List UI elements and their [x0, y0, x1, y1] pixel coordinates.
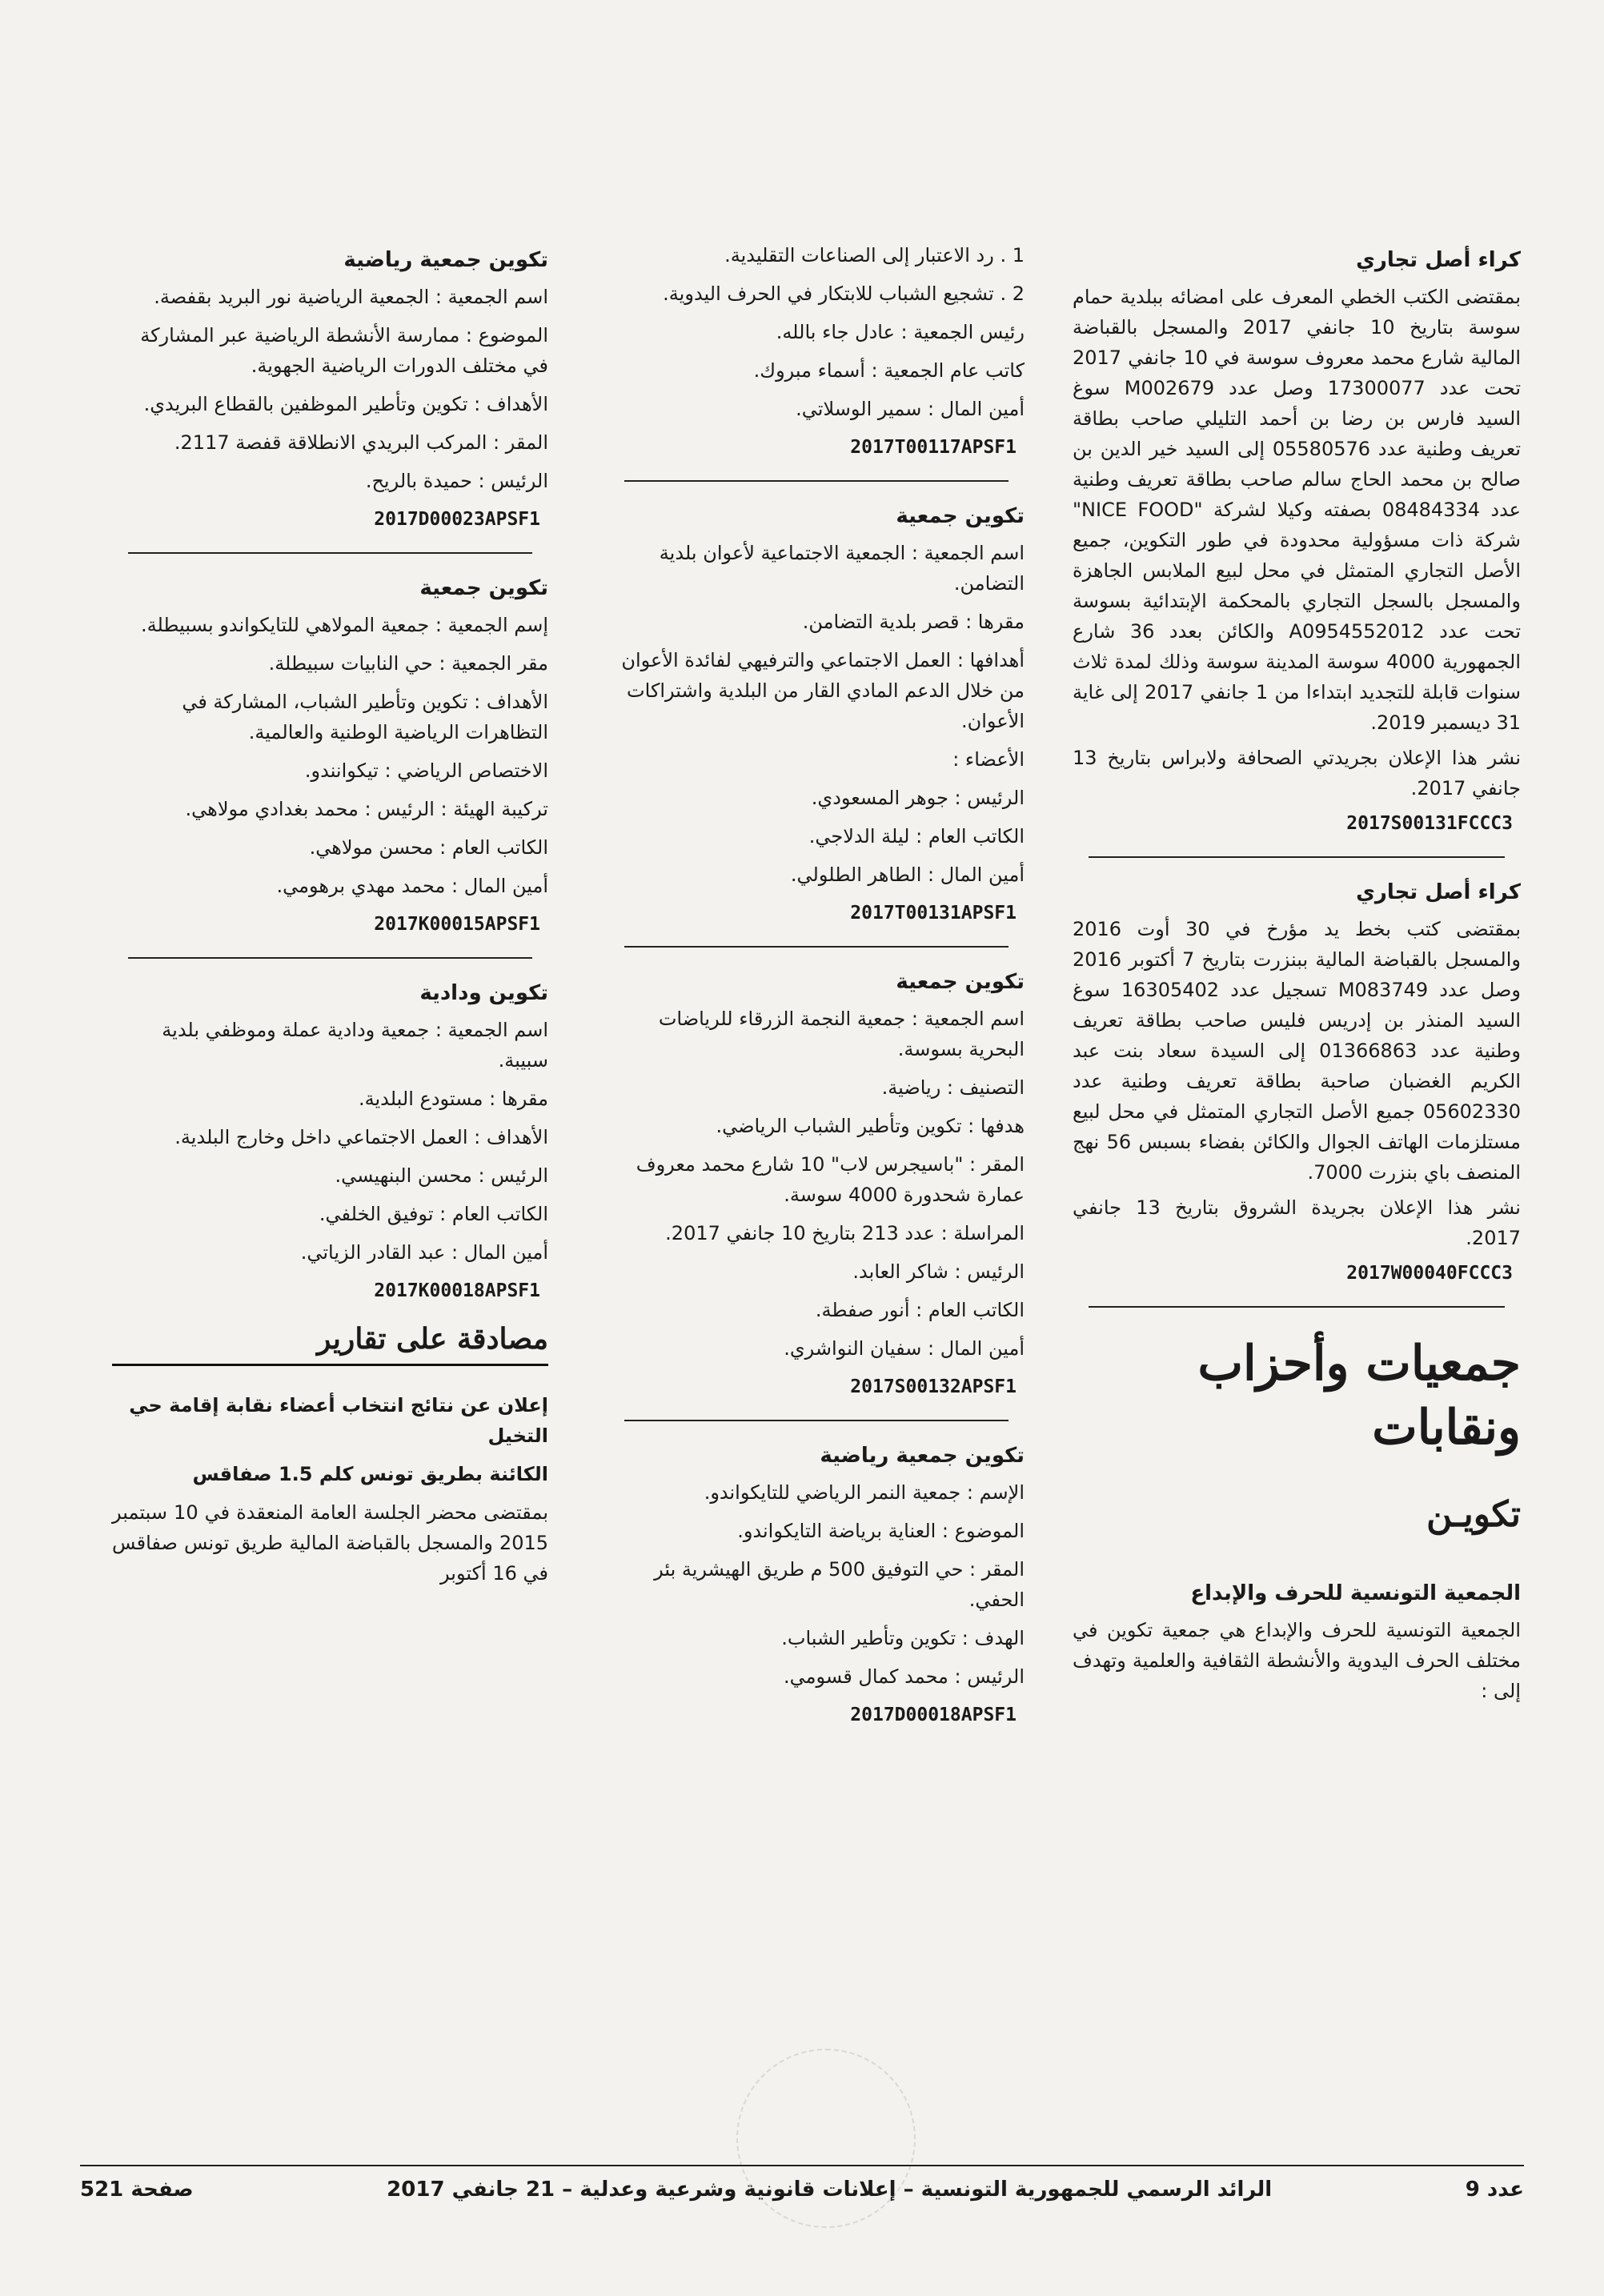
- divider: [624, 480, 1009, 482]
- post-sports-title: تكوين جمعية رياضية: [343, 248, 548, 272]
- friendly-goals: الأهداف : العمل الاجتماعي داخل وخارج البلدية.: [174, 1126, 548, 1148]
- friendly-president: الرئيس : محسن البنهيسي.: [335, 1164, 548, 1187]
- lease-1-title: كراء أصل تجاري: [1356, 248, 1521, 272]
- page-footer: [80, 2165, 1524, 2202]
- lease-2-code: 2017W00040FCCC3: [1346, 1263, 1513, 1284]
- social-name: اسم الجمعية : الجمعية الاجتماعية لأعوان بلدية التضامن.: [659, 542, 1025, 595]
- lease-notice-2: [1073, 877, 1521, 1288]
- nimr-name: الإسم : جمعية النمر الرياضي للتايكواندو.: [704, 1481, 1025, 1504]
- lease-1-notice: نشر هذا الإعلان بجريدتي الصحافة ولابراس بتاريخ 13 جانفي 2017.: [1073, 747, 1521, 799]
- social-goals: أهدافها : العمل الاجتماعي والترفيهي لفائدة الأعوان من خلال الدعم المادي القار من البلدية واشتراكات الأعوان.: [621, 649, 1025, 732]
- social-title: تكوين جمعية: [896, 504, 1025, 528]
- formation-heading: تكويـن: [1426, 1494, 1521, 1535]
- friendly-treasurer: أمين المال : عبد القادر الزياتي.: [300, 1241, 548, 1264]
- najma-hq: المقر : "باسيجرس لاب" 10 شارع محمد معروف عمارة شحدورة 4000 سوسة.: [636, 1153, 1025, 1206]
- mawlahi-treasurer: أمين المال : محمد مهدي برهومي.: [276, 875, 548, 897]
- post-sports-subject: الموضوع : ممارسة الأنشطة الرياضية عبر المشاركة في مختلف الدورات الرياضية الجهوية.: [140, 324, 548, 377]
- social-code: 2017T00131APSF1: [850, 903, 1017, 924]
- najma-class: التصنيف : رياضية.: [881, 1076, 1025, 1099]
- election-body: بمقتضى محضر الجلسة العامة المنعقدة في 10 سبتمبر 2015 والمسجل بالقباضة المالية طريق تونس صفاقس في 16 أكتوبر: [112, 1501, 548, 1585]
- crafts-code: 2017T00117APSF1: [850, 437, 1017, 458]
- section-heading-associations: جمعيات وأحزاب ونقابات: [1197, 1336, 1521, 1456]
- lease-2-title: كراء أصل تجاري: [1356, 880, 1521, 904]
- mawlahi-code: 2017K00015APSF1: [374, 914, 540, 935]
- lease-notice-1: [1073, 245, 1521, 839]
- najma-president: الرئيس : شاكر العابد.: [852, 1260, 1025, 1283]
- nimr-hq: المقر : حي التوفيق 500 م طريق الهيشرية بئر الحفي.: [654, 1558, 1025, 1611]
- divider: [1089, 1306, 1505, 1308]
- social-president: الرئيس : جوهر المسعودي.: [811, 787, 1025, 809]
- election-notice: [112, 1390, 548, 1589]
- reports-heading: مصادقة على تقارير: [112, 1324, 548, 1366]
- crafts-title: الجمعية التونسية للحرف والإبداع: [1190, 1581, 1521, 1605]
- post-sports-president: الرئيس : حميدة بالريح.: [365, 470, 548, 492]
- crafts-goal-1: 1 . رد الاعتبار إلى الصناعات التقليدية.: [724, 244, 1025, 266]
- post-sports-association: [112, 245, 548, 535]
- lease-2-notice: نشر هذا الإعلان بجريدة الشروق بتاريخ 13 جانفي 2017.: [1073, 1196, 1521, 1249]
- social-hq: مقرها : قصر بلدية التضامن.: [802, 611, 1025, 633]
- najma-name: اسم الجمعية : جمعية النجمة الزرقاء للرياضات البحرية بسوسة.: [658, 1008, 1025, 1060]
- najma-goal: هدفها : تكوين وتأطير الشباب الرياضي.: [716, 1115, 1025, 1137]
- nimr-association: [608, 1441, 1025, 1730]
- journal-name: الرائد الرسمي للجمهورية التونسية – إعلانات قانونية وشرعية وعدلية – 21 جانفي 2017: [387, 2178, 1273, 2202]
- crafts-president: رئيس الجمعية : عادل جاء بالله.: [776, 321, 1025, 343]
- nimr-goal: الهدف : تكوين وتأطير الشباب.: [781, 1627, 1025, 1649]
- mawlahi-secretary: الكاتب العام : محسن مولاهي.: [309, 836, 548, 859]
- nimr-code: 2017D00018APSF1: [850, 1705, 1017, 1725]
- election-title: إعلان عن نتائج انتخاب أعضاء نقابة إقامة حي التخيل: [129, 1394, 548, 1447]
- middle-column: [608, 240, 1025, 1748]
- post-sports-hq: المقر : المركب البريدي الانطلاقة قفصة 2117.: [174, 431, 548, 454]
- friendly-association: [112, 978, 548, 1306]
- right-column: [1073, 240, 1521, 1724]
- crafts-continuation: [608, 240, 1025, 463]
- najma-title: تكوين جمعية: [896, 970, 1025, 994]
- divider: [128, 957, 532, 959]
- issue-number: عدد 9: [1465, 2178, 1524, 2202]
- nimr-title: تكوين جمعية رياضية: [820, 1444, 1025, 1468]
- friendly-secretary: الكاتب العام : توفيق الخلفي.: [319, 1203, 548, 1225]
- najma-code: 2017S00132APSF1: [850, 1376, 1017, 1397]
- crafts-association: [1073, 1578, 1521, 1706]
- lease-1-body: بمقتضى الكتب الخطي المعرف على امضائه ببلدية حمام سوسة بتاريخ 10 جانفي 2017 والمسجل بالقباضة المالية شارع محمد معروف سوسة في 10 جانفي 2017 تحت عدد 17300077 وصل عدد M002679 سوغ السيد فارس بن رضا بن أحمد التليلي صاحب بطاقة تعريف وطنية عدد 05580576 إلى السيد خير الدين بن صالح بن محمد الحاج سالم صاحب بطاقة تعريف وطنية عدد 08484334 بصفته وكيلا لشركة "NICE FOOD" شركة ذات مسؤولية محدودة في طور التكوين، جميع الأصل التجاري المتمثل في محل لبيع الملابس الجاهزة والمسجل بالسجل التجاري بالمحكمة الإبتدائية بسوسة تحت عدد A0954552012 والكائن بعدد 36 شارع الجمهورية 4000 سوسة المدينة سوسة وذلك لمدة ثلاث سنوات قابلة للتجديد ابتداءا من 1 جانفي 2017 إلى غاية 31 ديسمبر 2019.: [1073, 286, 1522, 734]
- najma-secretary: الكاتب العام : أنور صفطة.: [815, 1299, 1025, 1321]
- friendly-code: 2017K00018APSF1: [374, 1280, 540, 1301]
- mawlahi-name: إسم الجمعية : جمعية المولاهي للتايكواندو بسبيطلة.: [140, 614, 548, 636]
- mawlahi-specialty: الاختصاص الرياضي : تيكوانندو.: [304, 759, 548, 782]
- social-treasurer: أمين المال : الطاهر الطلولي.: [790, 864, 1025, 886]
- post-sports-name: اسم الجمعية : الجمعية الرياضية نور البريد بقفصة.: [154, 286, 548, 308]
- divider: [1089, 856, 1505, 858]
- nimr-subject: الموضوع : العناية برياضة التايكواندو.: [737, 1520, 1025, 1542]
- friendly-title: تكوين ودادية: [419, 981, 548, 1005]
- crafts-body: الجمعية التونسية للحرف والإبداع هي جمعية تكوين في مختلف الحرف اليدوية والأنشطة الثقافية والعلمية وتهدف إلى :: [1073, 1619, 1521, 1702]
- election-location: الكائنة بطريق تونس كلم 1.5 صفاقس: [192, 1463, 548, 1485]
- crafts-goal-2: 2 . تشجيع الشباب للابتكار في الحرف اليدوية.: [663, 282, 1025, 305]
- friendly-hq: مقرها : مستودع البلدية.: [358, 1088, 548, 1110]
- page-number: صفحة 521: [80, 2178, 194, 2202]
- social-secretary: الكاتب العام : ليلة الدلاجي.: [808, 825, 1025, 847]
- lease-1-code: 2017S00131FCCC3: [1346, 813, 1513, 834]
- mawlahi-goals: الأهداف : تكوين وتأطير الشباب، المشاركة في التظاهرات الرياضية الوطنية والعالمية.: [182, 691, 548, 743]
- nimr-president: الرئيس : محمد كمال قسومي.: [784, 1665, 1025, 1688]
- najma-correspondence: المراسلة : عدد 213 بتاريخ 10 جانفي 2017.: [665, 1222, 1025, 1244]
- divider: [624, 1420, 1009, 1421]
- najma-association: [608, 967, 1025, 1402]
- crafts-secretary: كاتب عام الجمعية : أسماء مبروك.: [753, 359, 1025, 382]
- mawlahi-hq: مقر الجمعية : حي النابيات سبيطلة.: [268, 652, 548, 675]
- crafts-treasurer: أمين المال : سمير الوسلاتي.: [796, 398, 1025, 420]
- social-association: [608, 501, 1025, 928]
- divider: [128, 552, 532, 554]
- lease-2-body: بمقتضى كتب بخط يد مؤرخ في 30 أوت 2016 والمسجل بالقباضة المالية ببنزرت بتاريخ 7 أكتوبر 2016 وصل عدد M083749 تسجيل عدد 16305402 سوغ السيد المنذر بن إدريس فليس صاحب بطاقة تعريف وطنية عدد 01366863 إلى السيدة سعاد بنت عبد الكريم الغضبان صاحبة بطاقة تعريف وطنية عدد 05602330 جميع الأصل التجاري المتمثل في محل لبيع مستلزمات الهاتف الجوال والكائن بفضاء بسبس 56 نهج المنصف باي بنزرت 7000.: [1073, 918, 1522, 1184]
- left-column: [112, 240, 548, 1606]
- najma-treasurer: أمين المال : سفيان النواشري.: [784, 1337, 1025, 1360]
- social-members: الأعضاء :: [952, 748, 1025, 771]
- mawlahi-board: تركيبة الهيئة : الرئيس : محمد بغدادي مولاهي.: [185, 798, 548, 820]
- mawlahi-association: [112, 573, 548, 940]
- post-sports-goals: الأهداف : تكوين وتأطير الموظفين بالقطاع البريدي.: [143, 393, 548, 415]
- post-sports-code: 2017D00023APSF1: [374, 509, 540, 530]
- friendly-name: اسم الجمعية : جمعية ودادية عملة وموظفي بلدية سبيبة.: [162, 1019, 548, 1072]
- mawlahi-title: تكوين جمعية: [419, 576, 548, 600]
- divider: [624, 946, 1009, 948]
